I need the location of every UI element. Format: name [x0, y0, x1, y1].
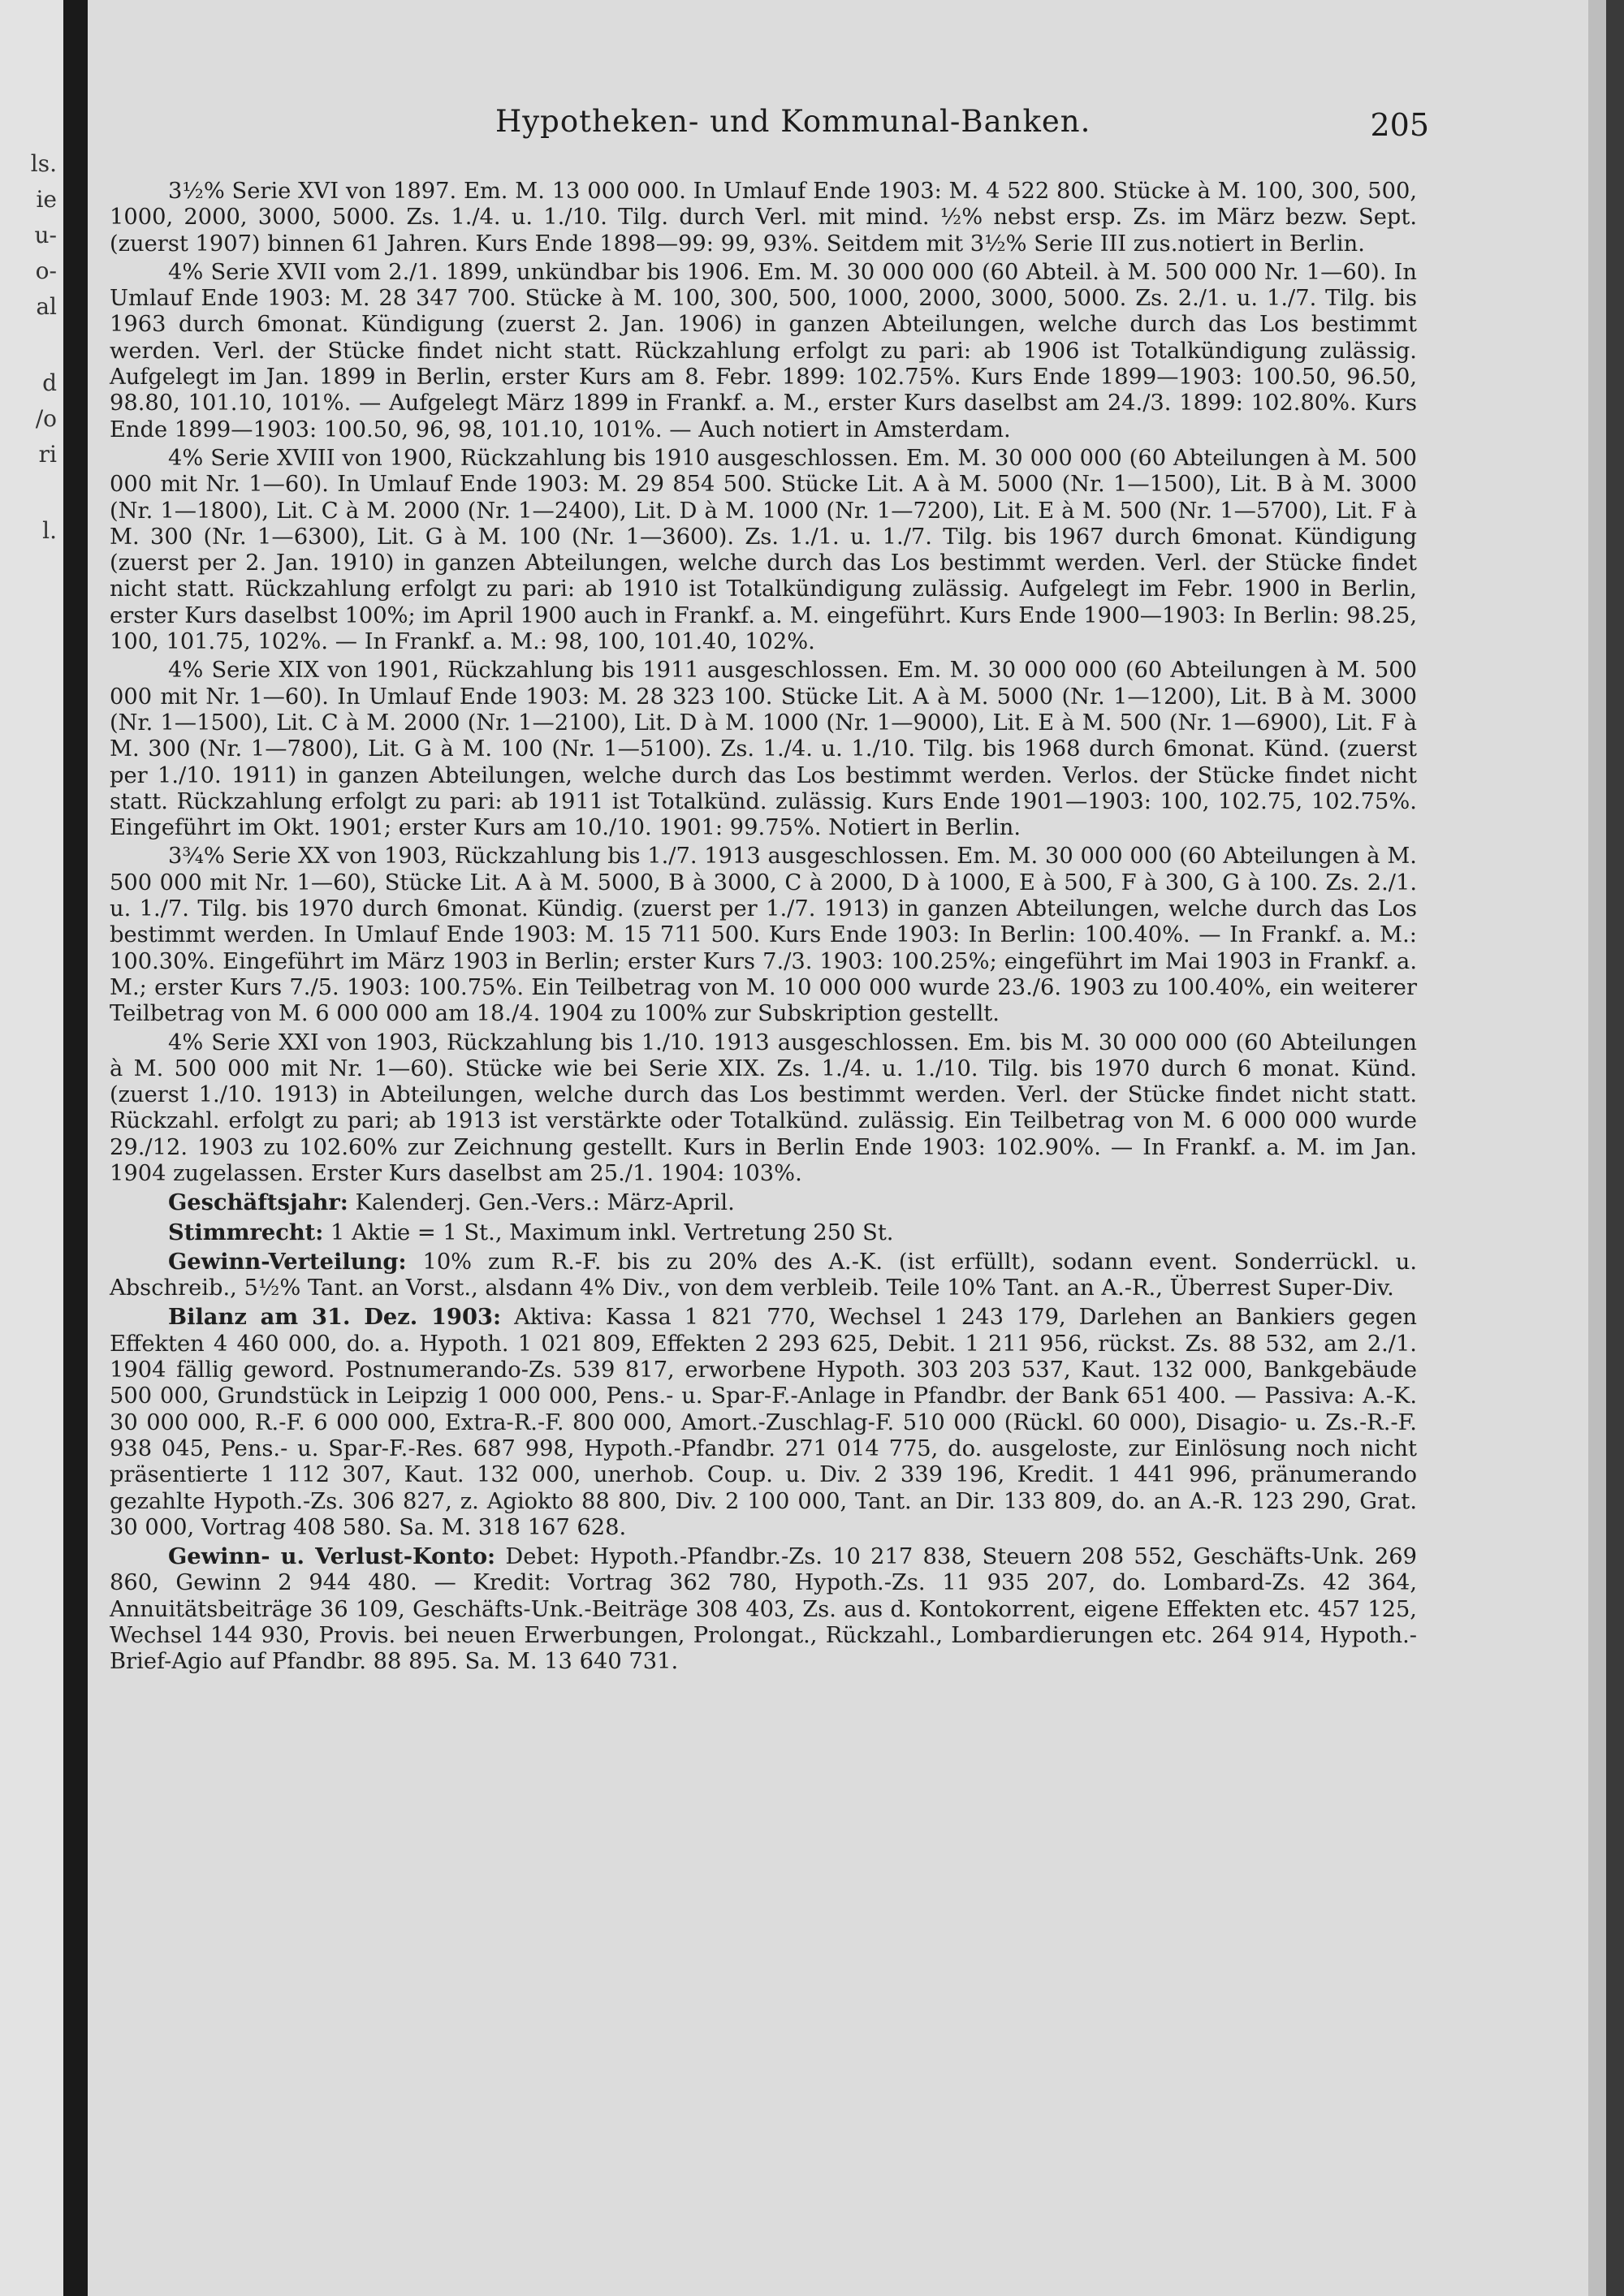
paragraph-text: 3¾% Serie XX von 1903, Rückzahlung bis 1./7. 1913 ausgeschlossen. Em. M. 30 000 000 (60 Abteilungen à M. 500 000 mit Nr. 1—60), Stücke Lit. A à M. 5000, B à 3000, C à 2000, D à 1000, E à 500, F à 300, G à 100. Zs. 2./1. u. 1./7. Tilg. bis 1970 durch 6monat. Kündig. (zuerst per 1./7. 1913) in ganzen Abteilungen, welche durch das Los bestimmt werden. In Umlauf Ende 1903: M. 15 711 500. Kurs Ende 1903: In Berlin: 100.40%. — In Frankf. a. M.: 100.30%. Eingeführt im März 1903 in Berlin; erster Kurs 7./3. 1903: 100.25%; eingeführt im Mai 1903 in Frankf. a. M.; erster Kurs 7./5. 1903: 100.75%. Ein Teilbetrag von M. 10 000 000 wurde 23./6. 1903 zu 100.40%, ein weiterer Teilbetrag von M. 6 000 000 am 18./4. 1904 zu 100% zur Subskription gestellt. [110, 844, 1417, 1027]
paragraph-text: 4% Serie XXI von 1903, Rückzahlung bis 1./10. 1913 ausgeschlossen. Em. bis M. 30 000 000 (60 Abteilungen à M. 500 000 mit Nr. 1—60). Stücke wie bei Serie XIX. Zs. 1./4. u. 1./10. Tilg. bis 1970 durch 6 monat. Künd. (zuerst 1./10. 1913) in Abteilungen, welche durch das Los bestimmt werden. Verl. der Stücke findet nicht statt. Rückzahl. erfolgt zu pari; ab 1913 ist verstärkte oder Totalkünd. zulässig. Ein Teilbetrag von M. 6 000 000 wurde 29./12. 1903 zu 102.60% zur Zeichnung gestellt. Kurs in Berlin Ende 1903: 102.90%. — In Frankf. a. M. im Jan. 1904 zugelassen. Erster Kurs daselbst am 25./1. 1904: 103%. [110, 1029, 1417, 1186]
paragraph-text: 4% Serie XVIII von 1900, Rückzahlung bis 1910 ausgeschlossen. Em. M. 30 000 000 (60 Abteilungen à M. 500 000 mit Nr. 1—60). In Umlauf Ende 1903: M. 29 854 500. Stücke Lit. A à M. 5000 (Nr. 1—1500), Lit. B à M. 3000 (Nr. 1—1800), Lit. C à M. 2000 (Nr. 1—2400), Lit. D à M. 1000 (Nr. 1—7200), Lit. E à M. 500 (Nr. 1—5700), Lit. F à M. 300 (Nr. 1—6300), Lit. G à M. 100 (Nr. 1—3600). Zs. 1./1. u. 1./7. Tilg. bis 1967 durch 6monat. Kündigung (zuerst per 2. Jan. 1910) in ganzen Abteilungen, welche durch das Los bestimmt werden. Verl. der Stücke findet nicht statt. Rückzahlung erfolgt zu pari: ab 1910 ist Totalkündigung zulässig. Aufgelegt im Febr. 1900 in Berlin, erster Kurs daselbst 100%; im April 1900 auch in Frankf. a. M. eingeführt. Kurs Ende 1900—1903: In Berlin: 98.25, 100, 101.75, 102%. — In Frankf. a. M.: 98, 100, 101.40, 102%. [110, 445, 1417, 655]
margin-fragment: al [36, 293, 57, 320]
paragraph-serie-xix [110, 658, 1417, 841]
margin-fragment: d [42, 369, 57, 396]
section-label: Bilanz am 31. Dez. 1903: [168, 1304, 502, 1331]
paragraph-gewinn-verlust-konto [110, 1543, 1417, 1675]
section-label: Geschäftsjahr: [168, 1189, 348, 1216]
paragraph-bilanz [110, 1304, 1417, 1541]
paragraph-serie-xx [110, 844, 1417, 1027]
paragraph-text: 1 Aktie = 1 St., Maximum inkl. Vertretung 250 St. [330, 1219, 894, 1245]
paragraph-text: 4% Serie XVII vom 2./1. 1899, unkündbar bis 1906. Em. M. 30 000 000 (60 Abteil. à M. 500 000 Nr. 1—60). In Umlauf Ende 1903: M. 28 347 700. Stücke à M. 100, 300, 500, 1000, 2000, 3000, 5000. Zs. 2./1. u. 1./7. Tilg. bis 1963 durch 6monat. Kündigung (zuerst 2. Jan. 1906) in ganzen Abteilungen, welche durch das Los bestimmt werden. Verl. der Stücke findet nicht statt. Rückzahlung erfolgt zu pari: ab 1906 ist Totalkündigung zulässig. Aufgelegt im Jan. 1899 in Berlin, erster Kurs am 8. Febr. 1899: 102.75%. Kurs Ende 1899—1903: 100.50, 96.50, 98.80, 101.10, 101%. — Aufgelegt März 1899 in Frankf. a. M., erster Kurs daselbst am 24./3. 1899: 102.80%. Kurs Ende 1899—1903: 100.50, 96, 98, 101.10, 101%. — Auch notiert in Amsterdam. [110, 259, 1417, 442]
scan-edge [1588, 0, 1606, 2296]
section-label: Stimmrecht: [168, 1219, 324, 1245]
margin-fragment: /o [35, 405, 57, 432]
paragraph-serie-xviii [110, 446, 1417, 655]
section-label: Gewinn- u. Verlust-Konto: [168, 1543, 496, 1570]
paragraph-text: Aktiva: Kassa 1 821 770, Wechsel 1 243 179, Darlehen an Bankiers gegen Effekten 4 460 000, do. a. Hypoth. 1 021 809, Effekten 2 293 625, Debit. 1 211 956, rückst. Zs. 88 532, am 2./1. 1904 fällig geword. Postnumerando-Zs. 539 817, erworbene Hypoth. 303 203 537, Kaut. 132 000, Bankgebäude 500 000, Grundstück in Leipzig 1 000 000, Pens.- u. Spar-F.-Anlage in Pfandbr. der Bank 651 400. — Passiva: A.-K. 30 000 000, R.-F. 6 000 000, Extra-R.-F. 800 000, Amort.-Zuschlag-F. 510 000 (Rückl. 60 000), Disagio- u. Zs.-R.-F. 938 045, Pens.- u. Spar-F.-Res. 687 998, Hypoth.-Pfandbr. 271 014 775, do. ausgeloste, zur Einlösung noch nicht präsentierte 1 112 307, Kaut. 132 000, unerhob. Coup. u. Div. 2 339 196, Kredit. 1 441 996, pränumerando gezahlte Hypoth.-Zs. 306 827, z. Agiokto 88 800, Div. 2 100 000, Tant. an Dir. 133 809, do. an A.-R. 123 290, Grat. 30 000, Vortrag 408 580. Sa. M. 318 167 628. [110, 1305, 1417, 1540]
section-label: Gewinn-Verteilung: [168, 1248, 407, 1275]
paragraph-text: Debet: Hypoth.-Pfandbr.-Zs. 10 217 838, Steuern 208 552, Geschäfts-Unk. 269 860, Gewinn 2 944 480. — Kredit: Vortrag 362 780, Hypoth.-Zs. 11 935 207, do. Lombard-Zs. 42 364, Annuitätsbeiträge 36 109, Geschäfts-Unk.-Beiträge 308 403, Zs. aus d. Kontokorrent, eigene Effekten etc. 457 125, Wechsel 144 930, Provis. bei neuen Erwerbungen, Prolongat., Rückzahl., Lombardierungen etc. 264 914, Hypoth.-Brief-Agio auf Pfandbr. 88 895. Sa. M. 13 640 731. [110, 1544, 1417, 1675]
margin-fragment: ri [38, 441, 57, 468]
adjacent-page-fragments [0, 146, 57, 549]
page-body [110, 179, 1417, 1676]
paragraph-stimmrecht [110, 1219, 1417, 1246]
paragraph-serie-xvi [110, 179, 1417, 257]
margin-fragment: l. [42, 517, 57, 544]
paragraph-text: 10% zum R.-F. bis zu 20% des A.-K. (ist erfüllt), sodann event. Sonderrückl. u. Abschreib., 5½% Tant. an Vorst., alsdann 4% Div., von dem verbleib. Teile 10% Tant. an A.-R., Überrest Super-Div. [110, 1249, 1417, 1301]
margin-fragment: ie [36, 186, 57, 213]
paragraph-text: Kalenderj. Gen.-Vers.: März-April. [355, 1190, 735, 1216]
paragraph-gewinn-verteilung [110, 1249, 1417, 1302]
paragraph-geschaeftsjahr [110, 1189, 1417, 1216]
binding-shadow [63, 0, 88, 2296]
paragraph-text: 4% Serie XIX von 1901, Rückzahlung bis 1911 ausgeschlossen. Em. M. 30 000 000 (60 Abteilungen à M. 500 000 mit Nr. 1—60). In Umlauf Ende 1903: M. 28 323 100. Stücke Lit. A à M. 5000 (Nr. 1—1200), Lit. B à M. 3000 (Nr. 1—1500), Lit. C à M. 2000 (Nr. 1—2100), Lit. D à M. 1000 (Nr. 1—9000), Lit. E à M. 500 (Nr. 1—6900), Lit. F à M. 300 (Nr. 1—7800), Lit. G à M. 100 (Nr. 1—5100). Zs. 1./4. u. 1./10. Tilg. bis 1968 durch 6monat. Künd. (zuerst per 1./10. 1911) in ganzen Abteilungen, welche durch das Los bestimmt werden. Verlos. der Stücke findet nicht statt. Rückzahlung erfolgt zu pari: ab 1911 ist Totalkünd. zulässig. Kurs Ende 1901—1903: 100, 102.75, 102.75%. Eingeführt im Okt. 1901; erster Kurs am 10./10. 1901: 99.75%. Notiert in Berlin. [110, 658, 1417, 841]
paragraph-serie-xxi [110, 1030, 1417, 1188]
left-page-edge [0, 0, 63, 2296]
paragraph-serie-xvii [110, 260, 1417, 443]
running-title: Hypotheken- und Kommunal-Banken. [495, 104, 1091, 139]
margin-fragment: o- [35, 257, 57, 284]
page-number: 205 [1370, 107, 1429, 143]
margin-fragment: u- [34, 222, 57, 248]
page-header [122, 104, 1429, 153]
paragraph-text: 3½% Serie XVI von 1897. Em. M. 13 000 000. In Umlauf Ende 1903: M. 4 522 800. Stücke à M. 100, 300, 500, 1000, 2000, 3000, 5000. Zs. 1./4. u. 1./10. Tilg. durch Verl. mit mind. ½% nebst ersp. Zs. im März bezw. Sept. (zuerst 1907) binnen 61 Jahren. Kurs Ende 1898—99: 99, 93%. Seitdem mit 3½% Serie III zus.notiert in Berlin. [110, 179, 1417, 257]
margin-fragment: ls. [30, 150, 57, 177]
